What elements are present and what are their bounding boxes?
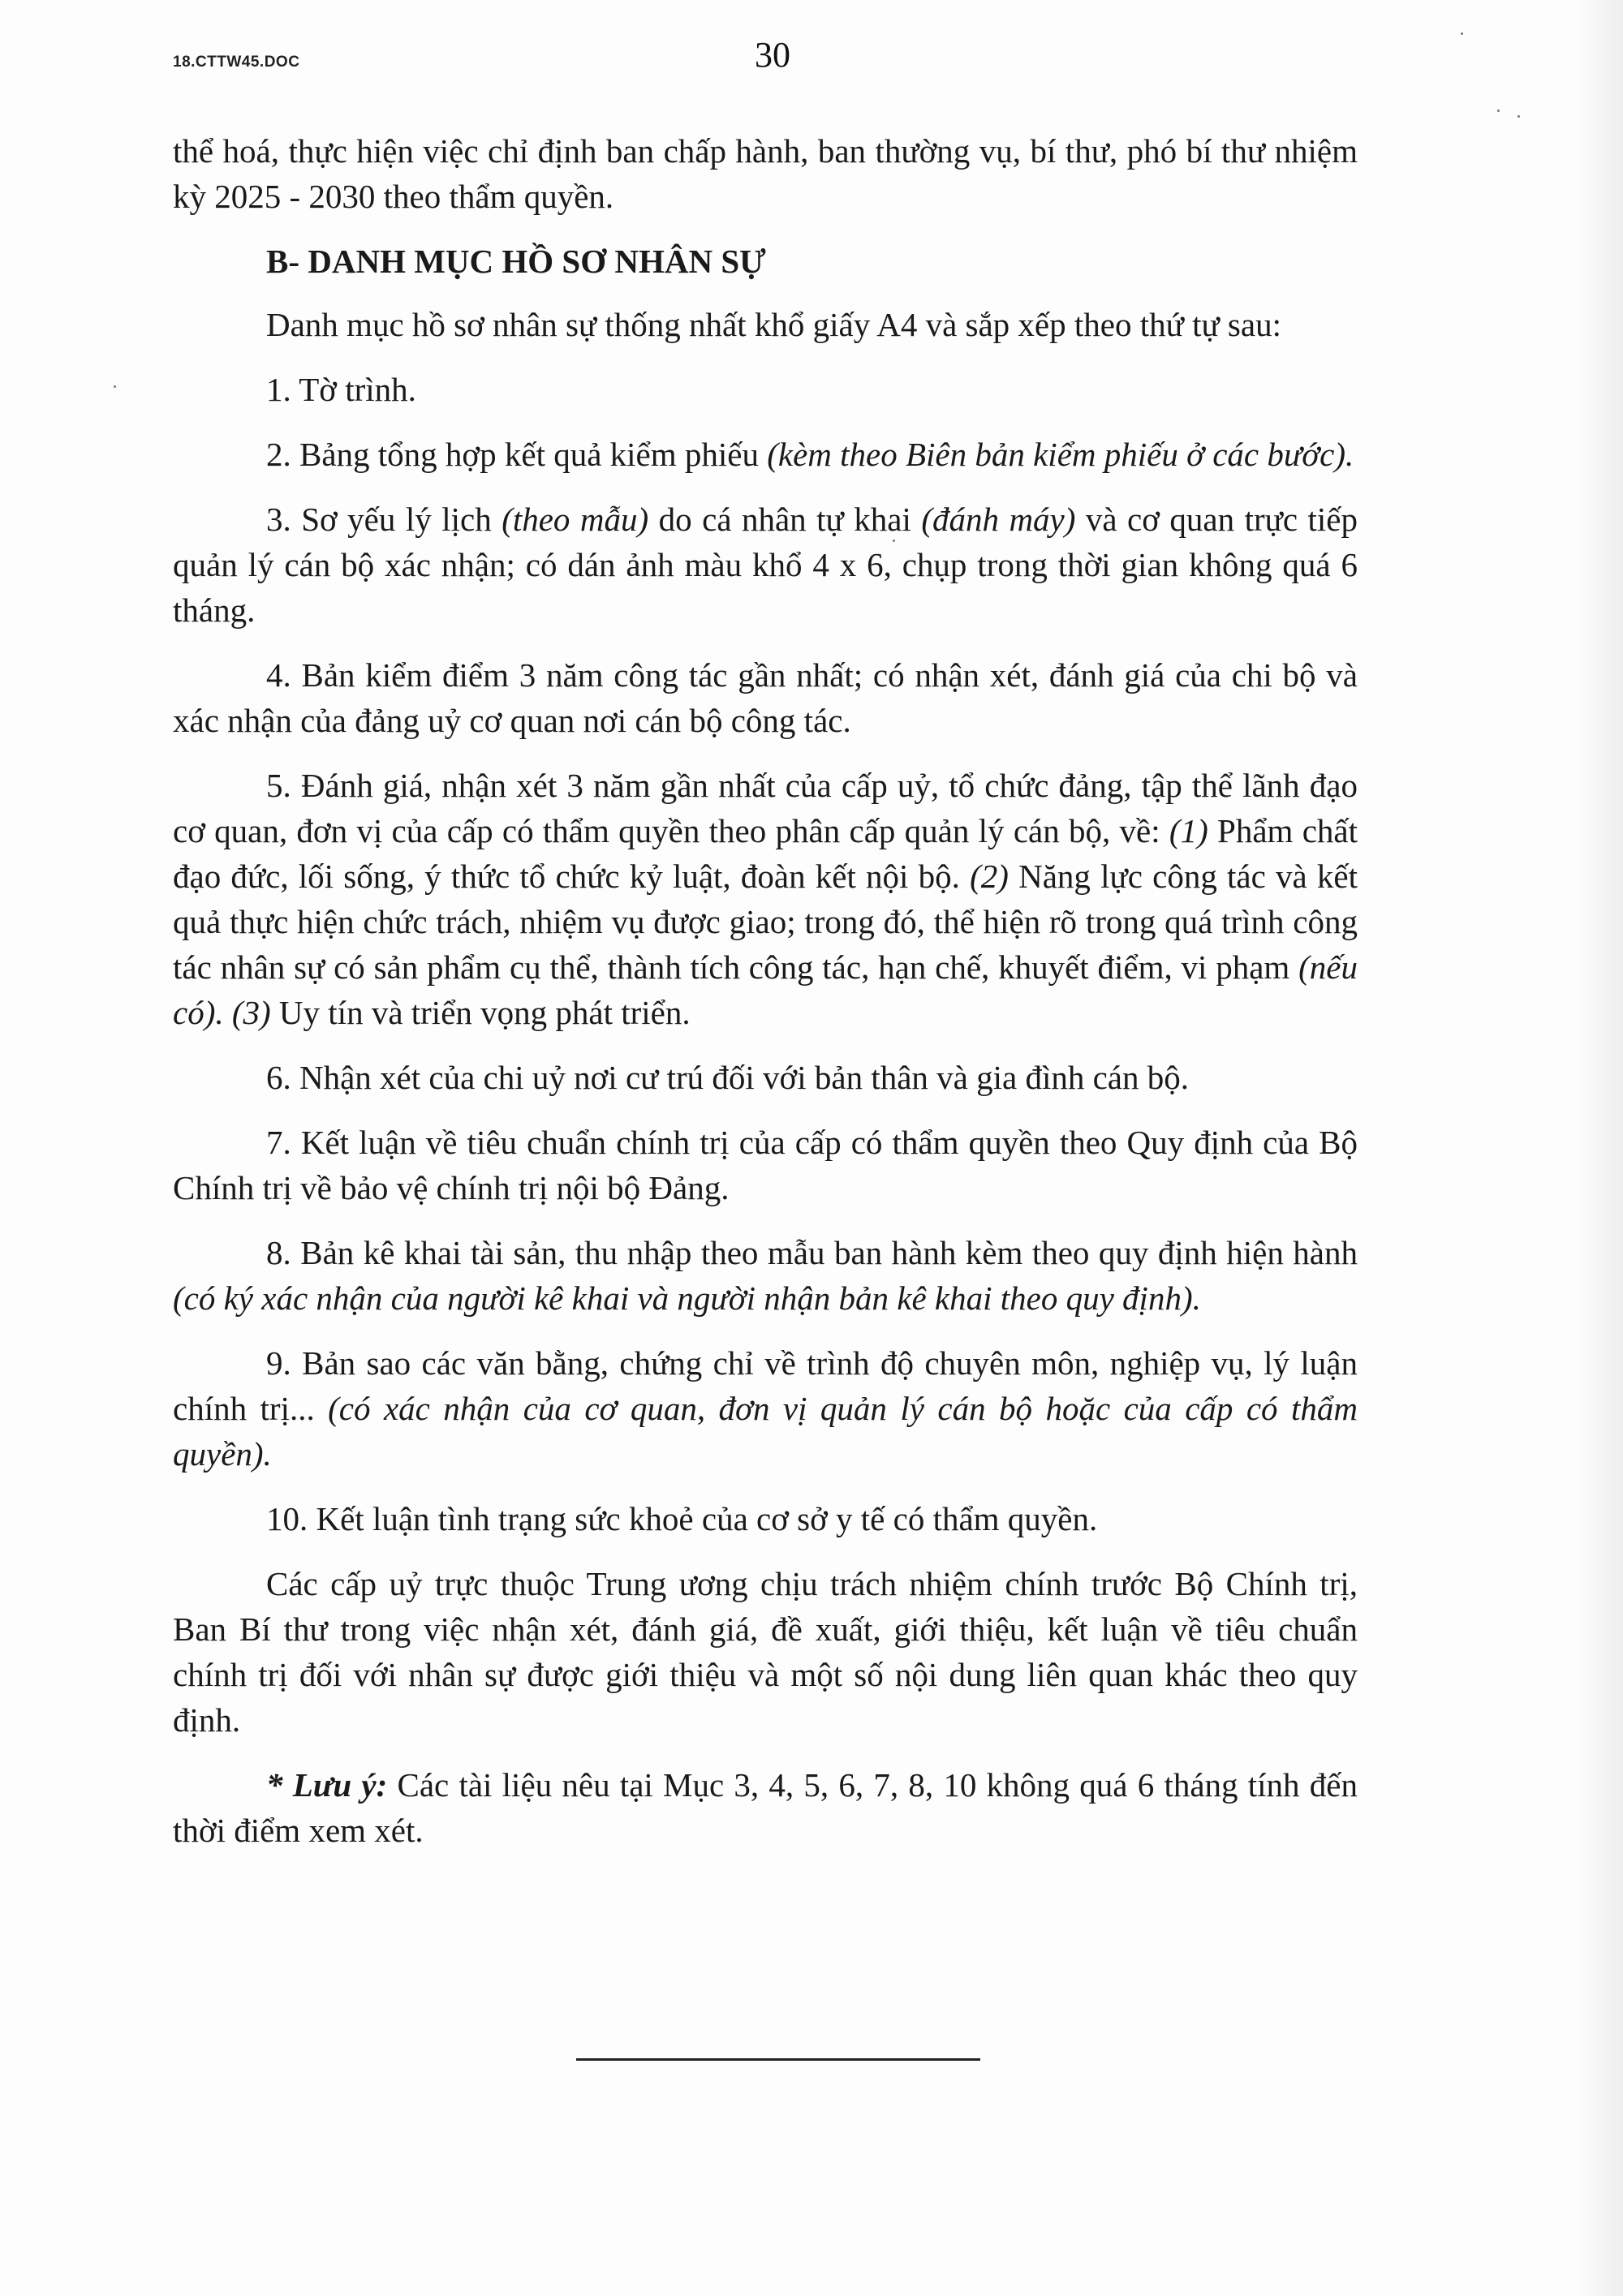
item-5-num-2: (2): [970, 858, 1009, 895]
file-code: 18.CTTW45.DOC: [173, 54, 300, 71]
scan-speck: [893, 540, 895, 542]
item-5-text-a: 5. Đánh giá, nhận xét 3 năm gần nhất của cấp uỷ, tổ chức đảng, tập thể lãnh đạo cơ quan, đơn vị của cấp có thẩm quyền theo phân cấp quản lý cán bộ, về:: [173, 767, 1358, 849]
section-heading: B- DANH MỤC HỒ SƠ NHÂN SỰ: [266, 243, 766, 280]
note-paragraph: [173, 1762, 1358, 1853]
item-5-text-b: Phẩm chất đạo đức, lối sống, ý thức tổ chức kỷ luật, đoàn kết nội bộ.: [173, 812, 1358, 895]
item-5-num-1: (1): [1169, 812, 1208, 849]
item-5-text-d: Uy tín và triển vọng phát triển.: [270, 994, 691, 1031]
item-8-text: 8. Bản kê khai tài sản, thu nhập theo mẫu ban hành kèm theo quy định hiện hành: [266, 1234, 1358, 1271]
document-body: [173, 128, 1358, 1872]
item-5-text-c: Năng lực công tác và kết quả thực hiện chức trách, nhiệm vụ được giao; trong đó, thể hiện rõ trong quá trình công tác nhân sự có sản phẩm cụ thể, thành tích công tác, hạn chế, khuyết điểm, vi phạm: [173, 858, 1358, 986]
item-8-note: (có ký xác nhận của người kê khai và người nhận bản kê khai theo quy định).: [173, 1279, 1201, 1317]
item-5-note: (nếu có). (3): [173, 948, 1358, 1031]
page-number: 30: [755, 35, 790, 75]
end-divider: [576, 2058, 980, 2061]
list-item-4: 4. Bản kiểm điểm 3 năm công tác gần nhất; có nhận xét, đánh giá của chi bộ và xác nhận của đảng uỷ cơ quan nơi cán bộ công tác.: [173, 656, 1358, 739]
note-label: * Lưu ý:: [266, 1766, 388, 1804]
list-item-10: 10. Kết luận tình trạng sức khoẻ của cơ sở y tế có thẩm quyền.: [266, 1500, 1098, 1537]
item-2-note: (kèm theo Biên bản kiểm phiếu ở các bước).: [767, 436, 1354, 473]
item-9-note: (có xác nhận của cơ quan, đơn vị quản lý cán bộ hoặc của cấp có thẩm quyền).: [173, 1390, 1358, 1473]
scan-speck: [1497, 110, 1500, 112]
item-3-text-c: và cơ quan trực tiếp quản lý cán bộ xác nhận; có dán ảnh màu khổ 4 x 6, chụp trong thời gian không quá 6 tháng.: [173, 501, 1358, 629]
list-item-9: [173, 1340, 1358, 1477]
item-3-note-a: (theo mẫu): [502, 501, 649, 538]
scan-shadow: [1574, 0, 1623, 2296]
item-9-text: 9. Bản sao các văn bằng, chứng chỉ về trình độ chuyên môn, nghiệp vụ, lý luận chính trị...: [173, 1344, 1358, 1427]
note-text: Các tài liệu nêu tại Mục 3, 4, 5, 6, 7, 8, 10 không quá 6 tháng tính đến thời điểm xem xét.: [173, 1766, 1358, 1849]
scan-speck: [1518, 115, 1520, 118]
list-item-5: [173, 763, 1358, 1035]
scan-speck: [1461, 32, 1463, 35]
list-item-6: 6. Nhận xét của chi uỷ nơi cư trú đối với bản thân và gia đình cán bộ.: [266, 1059, 1189, 1096]
continuation-paragraph: thể hoá, thực hiện việc chỉ định ban chấp hành, ban thường vụ, bí thư, phó bí thư nhiệm kỳ 2025 - 2030 theo thẩm quyền.: [173, 132, 1358, 215]
list-item-8: [173, 1230, 1358, 1321]
intro-paragraph: Danh mục hồ sơ nhân sự thống nhất khổ giấy A4 và sắp xếp theo thứ tự sau:: [266, 306, 1281, 343]
item-2-text: 2. Bảng tổng hợp kết quả kiểm phiếu: [266, 436, 768, 473]
list-item-1: 1. Tờ trình.: [266, 371, 416, 408]
list-item-7: 7. Kết luận về tiêu chuẩn chính trị của cấp có thẩm quyền theo Quy định của Bộ Chính trị về bảo vệ chính trị nội bộ Đảng.: [173, 1124, 1358, 1206]
item-3-text-a: 3. Sơ yếu lý lịch: [266, 501, 502, 538]
item-3-note-b: (đánh máy): [921, 501, 1076, 538]
scan-speck: [114, 385, 116, 388]
closing-paragraph: Các cấp uỷ trực thuộc Trung ương chịu trách nhiệm chính trước Bộ Chính trị, Ban Bí thư trong việc nhận xét, đánh giá, đề xuất, giới thiệu, kết luận về tiêu chuẩn chính trị đối với nhân sự được giới thiệu và một số nội dung liên quan khác theo quy định.: [173, 1565, 1358, 1739]
list-item-2: [173, 432, 1358, 477]
item-3-text-b: do cá nhân tự khai: [648, 501, 922, 538]
list-item-3: [173, 497, 1358, 633]
